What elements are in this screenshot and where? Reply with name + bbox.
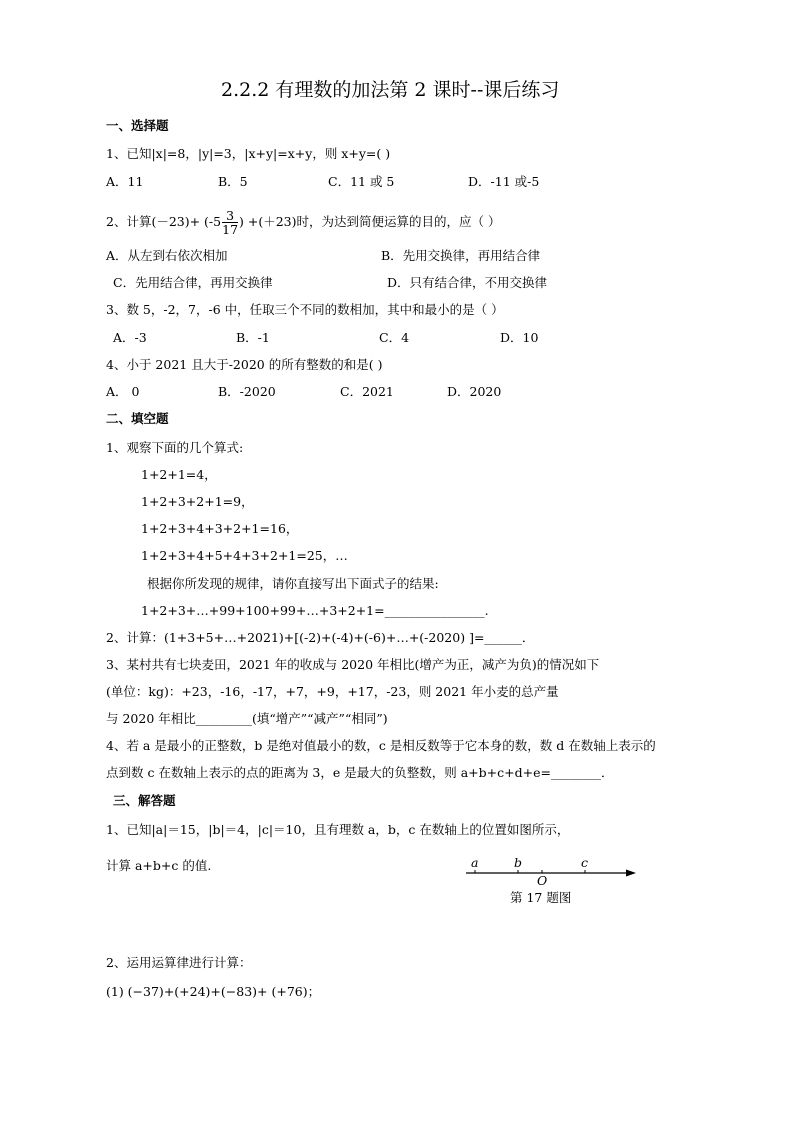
choice-q1-option-c: C．11 或 5 [328,174,395,189]
point-label-c: c [581,855,589,870]
section-heading-fill: 二、填空题 [106,411,169,426]
fill-q1-line-6: 1+2+3+…+99+100+99+…+3+2+1=________________. [141,603,489,618]
choice-q4-option-a: A． 0 [106,384,140,399]
fill-q4-line-2: 点到数 c 在数轴上表示的点的距离为 3，e 是最大的负整数，则 a+b+c+d+e=________． [106,765,614,780]
section-heading-answer: 三、解答题 [113,793,176,808]
answer-q1-line-2: 计算 a+b+c 的值. [106,858,212,873]
fraction [222,209,238,236]
fill-q1-line-1: 1+2+1=4， [141,467,217,482]
point-label-a: a [471,855,479,870]
choice-q3-stem: 3、数 5，-2，7，-6 中，任取三个不同的数相加，其中和最小的是（ ） [106,302,504,317]
answer-q2-part-1: (1) (−37)+(+24)+(−83)+ (+76)； [106,984,321,999]
choice-q1-option-a: A．11 [106,174,144,189]
fill-q3-line-2: (单位：kg)：+23，-16，-17，+7，+9，+17，-23，则 2021 年小麦的总产量 [106,684,559,699]
answer-q2-stem: 2、运用运算律进行计算： [106,955,252,970]
choice-q3-option-d: D．10 [500,330,539,345]
fill-q2: 2、计算：(1+3+5+…+2021)+[(-2)+(-4)+(-6)+…+(-2020) ]=______． [106,630,535,645]
section-heading-choice: 一、选择题 [106,118,169,133]
choice-q2-stem [106,207,501,237]
point-label-b: b [514,855,523,870]
fill-q4-line-1: 4、若 a 是最小的正整数，b 是绝对值最小的数，c 是相反数等于它本身的数，数 d 在数轴上表示的 [106,738,656,753]
arrow-head-icon [626,870,636,877]
choice-q2-option-a: A．从左到右依次相加 [106,248,228,263]
choice-q4-option-c: C．2021 [340,384,394,399]
choice-q3-option-c: C．4 [379,330,410,345]
choice-q1-stem: 1、已知|x|=8，|y|=3，|x+y|=x+y，则 x+y=( ) [106,146,391,161]
fill-q1-line-4: 1+2+3+4+5+4+3+2+1=25，… [141,548,348,563]
fill-q3-line-3: 与 2020 年相比_________(填“增产”“减产”“相同”) [106,711,388,726]
choice-q1-option-b: B．5 [218,174,248,189]
fraction-denominator: 17 [222,222,239,237]
figure-caption: 第 17 题图 [510,890,572,905]
fill-q1-line-2: 1+2+3+2+1=9， [141,494,254,509]
choice-q3-option-a: A．-3 [113,330,147,345]
fraction-numerator: 3 [222,209,238,223]
choice-q2-option-b: B．先用交换律，再用结合律 [381,248,541,263]
choice-q4-option-b: B．-2020 [218,384,276,399]
answer-q1-line-1: 1、已知|a|＝15，|b|＝4，|c|＝10，且有理数 a，b，c 在数轴上的位置如图所示， [106,822,570,837]
choice-q4-stem: 4、小于 2021 且大于-2020 的所有整数的和是( ) [106,357,383,372]
choice-q4-option-d: D．2020 [447,384,502,399]
point-label-o: O [537,873,548,888]
choice-q3-option-b: B．-1 [236,330,270,345]
page-title: 2.2.2 有理数的加法第 2 课时--课后练习 [221,79,560,101]
choice-q2-stem-start: 2、计算(－23)+ (-5 [106,214,222,229]
choice-q2-stem-end: ) +(＋23)时，为达到简便运算的目的，应（ ） [239,214,501,229]
choice-q2-option-d: D．只有结合律，不用交换律 [387,275,548,290]
fill-q1-line-5: 根据你所发现的规律，请你直接写出下面式子的结果: [147,576,439,591]
choice-q2-option-c: C．先用结合律，再用交换律 [113,275,273,290]
fill-q3-line-1: 3、某村共有七块麦田，2021 年的收成与 2020 年相比(增产为正，减产为负)的情况如下 [106,657,600,672]
choice-q1-option-d: D．-11 或-5 [468,174,540,189]
fill-q1-stem: 1、观察下面的几个算式: [106,440,244,455]
fill-q1-line-3: 1+2+3+4+3+2+1=16， [141,521,299,536]
number-line-figure [460,850,650,890]
